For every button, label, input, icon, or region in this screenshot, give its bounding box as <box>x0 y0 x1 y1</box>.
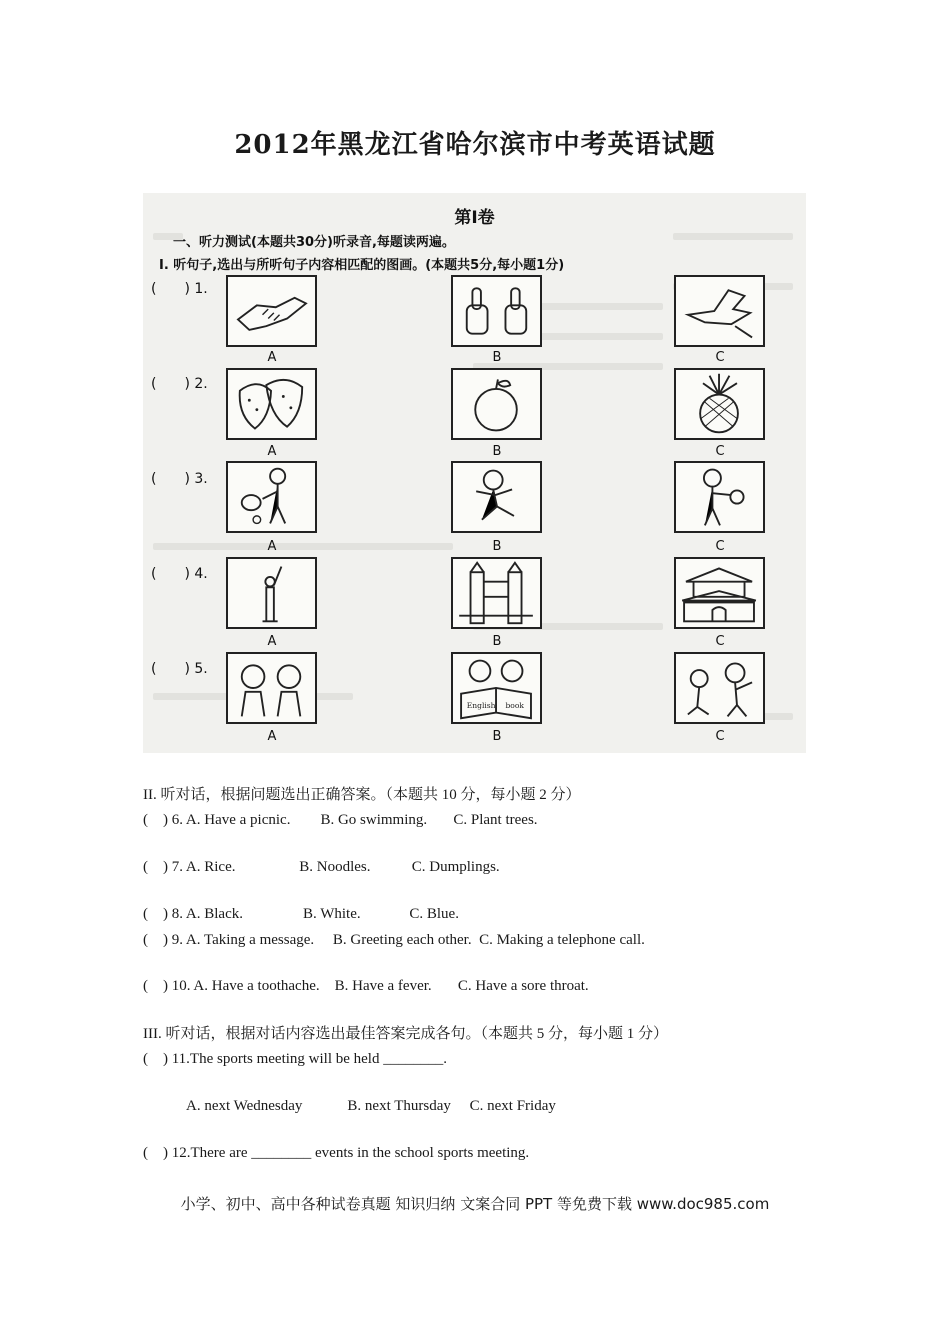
statue-of-liberty-picture <box>226 557 317 629</box>
part1-instruction: I. 听句子,选出与所听句子内容相匹配的图画。(本题共5分,每小题1分) <box>159 258 565 273</box>
question-11-options: A. next Wednesday B. next Thursday C. next Friday <box>186 1098 556 1114</box>
option-label-b: B <box>492 729 502 744</box>
two-children-picture <box>226 652 317 724</box>
book-label-english: English <box>466 700 496 710</box>
question-number: ( ) 1. <box>151 281 208 297</box>
document-title: 2012年黑龙江省哈尔滨市中考英语试题 <box>234 130 716 160</box>
book-label-book: book <box>505 700 524 710</box>
handshake-picture <box>226 275 317 347</box>
question-10: ( ) 10. A. Have a toothache. B. Have a fever. C. Have a sore throat. <box>143 978 589 994</box>
option-label-c: C <box>715 539 725 554</box>
option-label-c: C <box>715 444 725 459</box>
question-number: ( ) 3. <box>151 471 208 487</box>
pineapple-picture <box>674 368 765 440</box>
wave-hand-picture <box>674 275 765 347</box>
bleed-through-line <box>153 543 453 550</box>
option-label-a: A <box>267 539 277 554</box>
footer-download-note: 小学、初中、高中各种试卷真题 知识归纳 文案合同 PPT 等免费下载 www.doc985.com <box>180 1195 770 1213</box>
section2-header: II. 听对话，根据问题选出正确答案。（本题共 10 分，每小题 2 分） <box>143 787 581 803</box>
bleed-through-line <box>673 233 793 240</box>
listening-test-instruction: 一、听力测试(本题共30分)听录音,每题读两遍。 <box>173 235 455 250</box>
question-8: ( ) 8. A. Black. B. White. C. Blue. <box>143 906 459 922</box>
option-label-b: B <box>492 444 502 459</box>
tiananmen-picture <box>674 557 765 629</box>
question-number: ( ) 2. <box>151 376 208 392</box>
option-label-b: B <box>492 350 502 365</box>
apple-picture <box>451 368 542 440</box>
option-label-c: C <box>715 350 725 365</box>
option-label-a: A <box>267 634 277 649</box>
children-playing-picture <box>674 652 765 724</box>
option-label-c: C <box>715 729 725 744</box>
question-11: ( ) 11.The sports meeting will be held ________. <box>143 1051 447 1067</box>
question-9: ( ) 9. A. Taking a message. B. Greeting each other. C. Making a telephone call. <box>143 932 645 948</box>
question-number: ( ) 4. <box>151 566 208 582</box>
question-12: ( ) 12.There are ________ events in the school sports meeting. <box>143 1145 530 1161</box>
section-heading: 第Ⅰ卷 <box>454 208 495 228</box>
thumbs-up-picture <box>451 275 542 347</box>
option-label-a: A <box>267 444 277 459</box>
section3-header: III. 听对话，根据对话内容选出最佳答案完成各句。（本题共 5 分，每小题 1 分） <box>143 1026 668 1042</box>
option-label-c: C <box>715 634 725 649</box>
question-7: ( ) 7. A. Rice. B. Noodles. C. Dumplings. <box>143 859 500 875</box>
tower-bridge-picture <box>451 557 542 629</box>
question-6: ( ) 6. A. Have a picnic. B. Go swimming. C. Plant trees. <box>143 812 538 828</box>
girl-playing-tennis-picture <box>226 461 317 533</box>
girl-playing-basketball-picture <box>674 461 765 533</box>
option-label-b: B <box>492 539 502 554</box>
question-number: ( ) 5. <box>151 661 208 677</box>
option-label-a: A <box>267 729 277 744</box>
strawberry-picture <box>226 368 317 440</box>
children-reading-book-picture <box>451 652 542 724</box>
option-label-a: A <box>267 350 277 365</box>
boy-running-picture <box>451 461 542 533</box>
scanned-exam-image <box>143 193 806 753</box>
option-label-b: B <box>492 634 502 649</box>
